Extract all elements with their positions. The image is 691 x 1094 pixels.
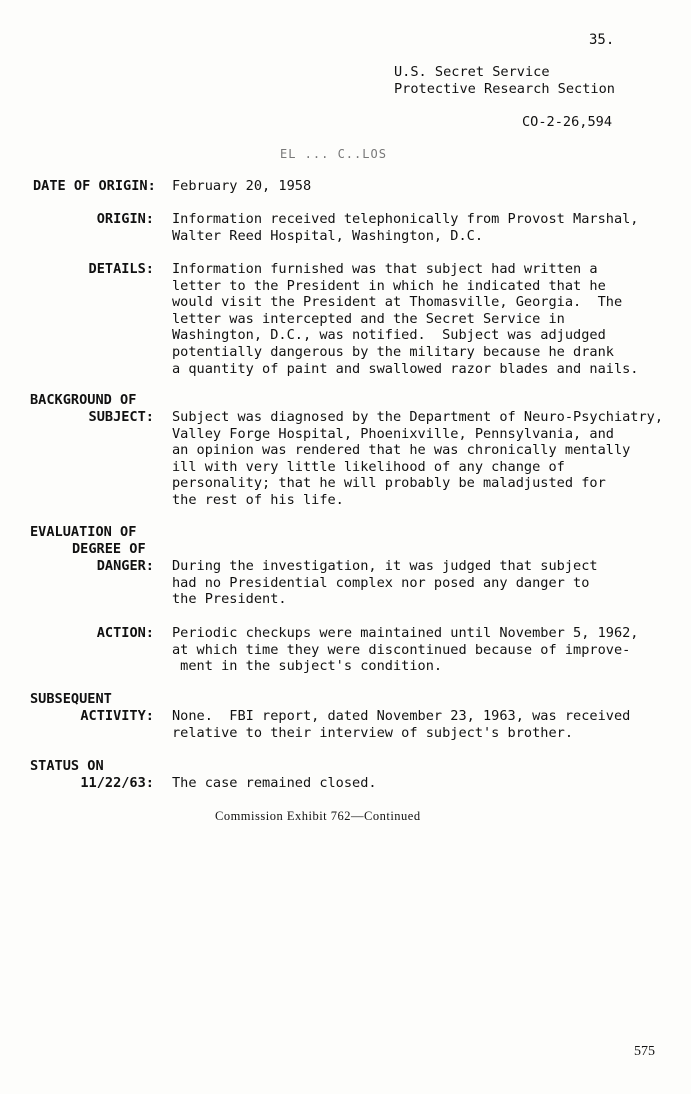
details-line: Information furnished was that subject had written a bbox=[172, 261, 598, 277]
file-number: CO-2-26,594 bbox=[522, 114, 613, 130]
background-label-line-1: BACKGROUND OF bbox=[30, 392, 137, 408]
action-line: ment in the subject's condition. bbox=[172, 658, 443, 675]
subsequent-label-line-2: ACTIVITY: bbox=[80, 708, 154, 724]
origin-label: ORIGIN: bbox=[96, 211, 154, 227]
background-line: ill with very little likelihood of any change of bbox=[172, 458, 565, 475]
subsequent-line: relative to their interview of subject's brother. bbox=[172, 724, 574, 741]
evaluation-label-line-1: EVALUATION OF bbox=[30, 524, 137, 540]
subsequent-text bbox=[172, 708, 672, 741]
details-text bbox=[172, 261, 672, 377]
evaluation-text bbox=[172, 558, 672, 608]
action-label: ACTION: bbox=[96, 625, 154, 641]
agency-line-1: U.S. Secret Service bbox=[394, 64, 550, 80]
origin-line: Information received telephonically from Provost Marshal, bbox=[172, 211, 639, 227]
evaluation-label-line-3: DANGER: bbox=[96, 558, 154, 574]
evaluation-line: had no Presidential complex nor posed any danger to bbox=[172, 574, 590, 591]
background-line: Valley Forge Hospital, Phoenixville, Pennsylvania, and bbox=[172, 425, 614, 442]
background-line: personality; that he will probably be maladjusted for bbox=[172, 475, 606, 492]
status-label-line-1: STATUS ON bbox=[30, 758, 104, 774]
background-line: an opinion was rendered that he was chronically mentally bbox=[172, 442, 631, 459]
subsequent-label-line-1: SUBSEQUENT bbox=[30, 691, 112, 707]
action-line: Periodic checkups were maintained until November 5, 1962, bbox=[172, 625, 639, 641]
exhibit-caption: Commission Exhibit 762—Continued bbox=[215, 809, 421, 823]
page-number: 575 bbox=[634, 1044, 655, 1059]
details-line: potentially dangerous by the military because he drank bbox=[172, 343, 614, 360]
subsequent-line: None. FBI report, dated November 23, 1963, was received bbox=[172, 708, 631, 724]
agency-line-2: Protective Research Section bbox=[394, 81, 615, 97]
background-line: the rest of his life. bbox=[172, 491, 344, 508]
details-line: Washington, D.C., was notified. Subject was adjudged bbox=[172, 327, 606, 344]
status-label-line-2: 11/22/63: bbox=[80, 775, 154, 791]
origin-line: Walter Reed Hospital, Washington, D.C. bbox=[172, 227, 483, 244]
action-text bbox=[172, 625, 672, 675]
details-line: would visit the President at Thomasville, Georgia. The bbox=[172, 294, 623, 311]
smudged-name: EL ... C..LOS bbox=[280, 147, 387, 161]
details-line: letter to the President in which he indicated that he bbox=[172, 277, 606, 294]
evaluation-line: the President. bbox=[172, 591, 287, 608]
date-of-origin-value: February 20, 1958 bbox=[172, 178, 312, 194]
details-label: DETAILS: bbox=[88, 261, 154, 277]
evaluation-label-line-2: DEGREE OF bbox=[72, 541, 146, 557]
background-label-line-2: SUBJECT: bbox=[88, 409, 154, 425]
action-line: at which time they were discontinued because of improve- bbox=[172, 641, 631, 658]
details-line: letter was intercepted and the Secret Service in bbox=[172, 310, 565, 327]
background-line: Subject was diagnosed by the Department of Neuro-Psychiatry, bbox=[172, 409, 664, 425]
details-line: a quantity of paint and swallowed razor blades and nails. bbox=[172, 360, 639, 377]
origin-text bbox=[172, 211, 672, 244]
page-marker: 35. bbox=[589, 32, 615, 48]
status-value: The case remained closed. bbox=[172, 775, 377, 791]
evaluation-line: During the investigation, it was judged that subject bbox=[172, 558, 598, 574]
date-of-origin-label: DATE OF ORIGIN: bbox=[33, 178, 156, 194]
background-text bbox=[172, 409, 672, 509]
